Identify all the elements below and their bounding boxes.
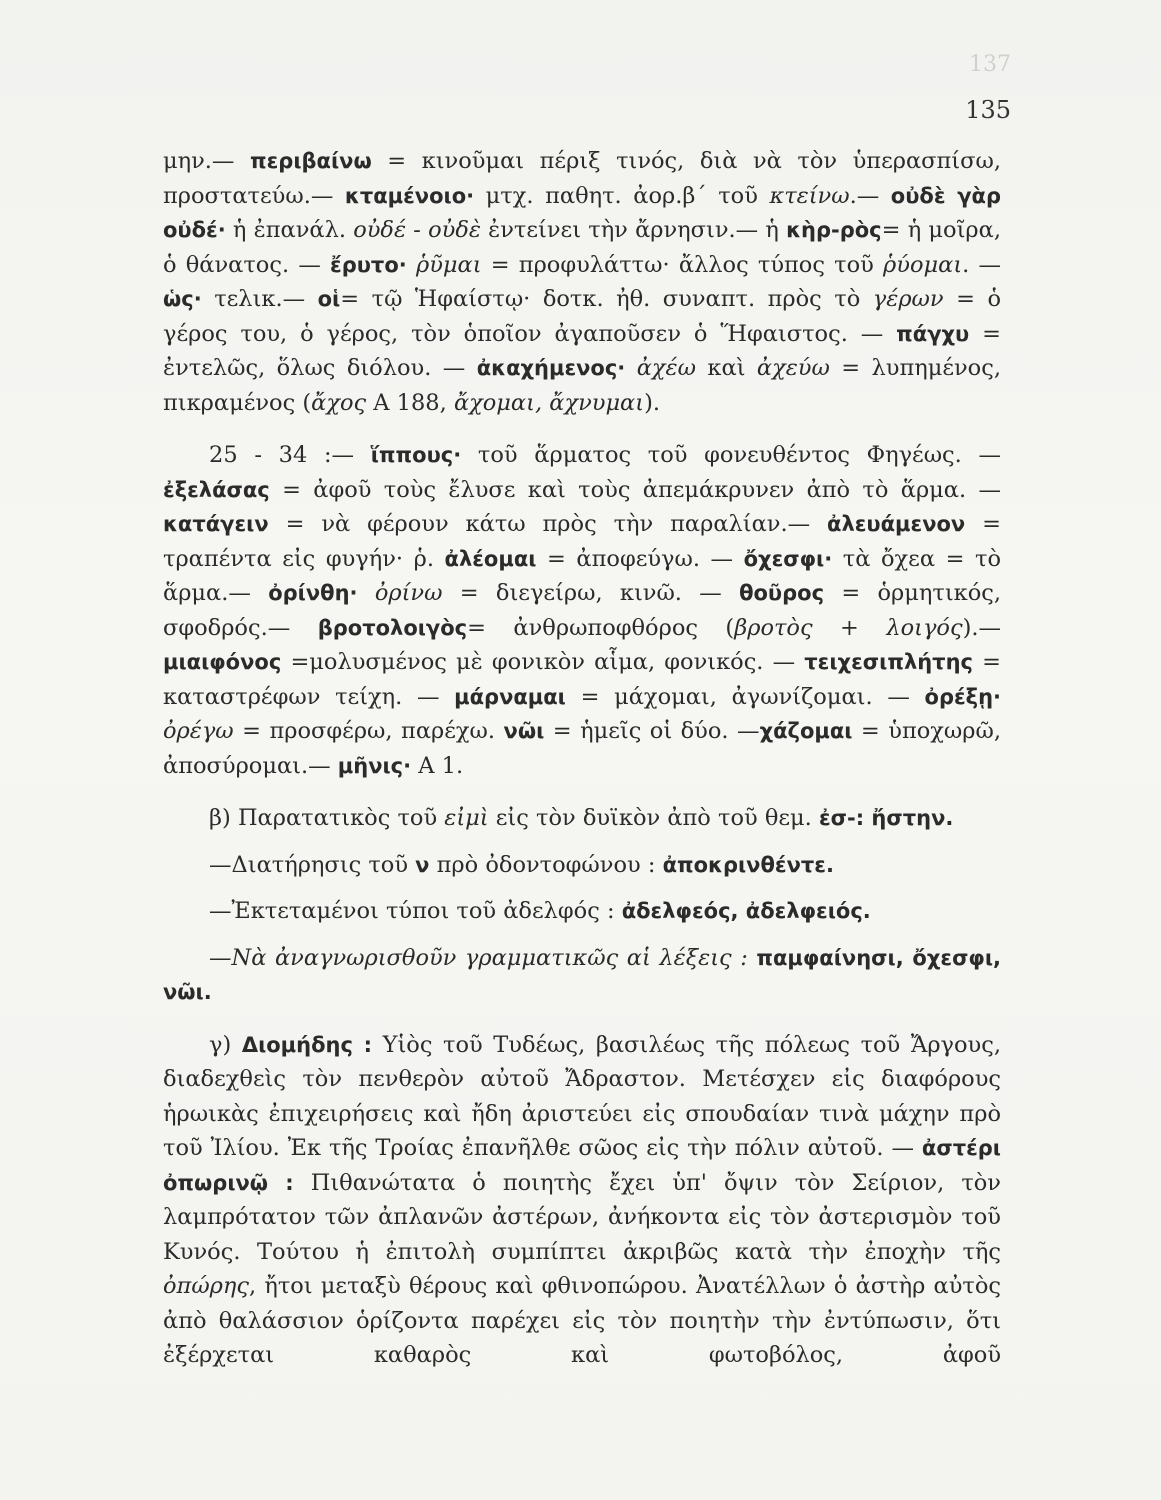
text: = ἀφοῦ τοὺς ἔλυσε καὶ τοὺς ἀπεμάκρυνεν ἀπὸ τὸ ἅρμα. — [269, 476, 1001, 503]
page-text [163, 144, 1001, 1373]
headword: παμφαίνησι, ὄχεσφι, νῶι. [163, 945, 1002, 1004]
italic-term: ἀχεύω [756, 355, 830, 381]
italic-term: ἄχος [311, 389, 367, 416]
text: = μάχομαι, ἀγωνίζομαι. — [565, 683, 925, 710]
text: = ὁ γέρος του, ὁ γέρος, τὸν ὁποῖον ἀγαποῦσεν ὁ Ἥφαιστος. — [163, 286, 1002, 347]
headword: κὴρ-ρὸς [786, 218, 882, 242]
text: β) Παρατατικὸς τοῦ [209, 805, 445, 831]
text: εἰς τὸν δυϊκὸν ἀπὸ τοῦ θεμ. [488, 805, 819, 831]
text: ).— [962, 614, 1002, 641]
italic-term: κτείνω [769, 182, 850, 209]
italic-term: ῥῦμαι [415, 251, 482, 278]
text: = ἀποφεύγω. — [536, 545, 744, 572]
paragraph-grammar-note-1 [163, 848, 1001, 883]
italic-term: ὀρίνω [374, 580, 443, 606]
italic-term: οὐδέ - οὐδὲ [353, 217, 481, 243]
text: = διεγείρω, κινῶ. — [442, 580, 740, 606]
text: —Ἐκτεταμένοι τύποι τοῦ ἀδελφός : [209, 898, 622, 924]
headword: ἀλέομαι [444, 546, 537, 571]
text: Πιθανώτατα ὁ ποιητὴς ἔχει ὑπ' ὄψιν τὸν Σείριον, τὸν λαμπρότατον τῶν ἀπλανῶν ἀστέρων, ἀνήκοντα εἰς τὸν ἀστερισμὸν τοῦ Κυνός. Τούτου ἡ ἐπιτολὴ συμπίπτει ἀκριβῶς κατὰ τὴν ἐποχὴν τῆς [163, 1169, 1001, 1265]
headword: πάγχυ [896, 321, 970, 346]
headword: μιαιφόνος [163, 650, 282, 674]
headword: ἀποκρινθέντε. [662, 852, 834, 877]
text: = ὑποχωρῶ, ἀποσύρομαι.— [163, 718, 1001, 779]
headword: ἐσ-: ἤστην. [818, 806, 954, 830]
headword: ἀλευάμενον [827, 512, 966, 536]
italic-term: ὀρέγω [163, 718, 234, 744]
text: = ἀνθρωποφθόρος ( [467, 614, 735, 641]
text: = νὰ φέρουν κάτω πρὸς τὴν παραλίαν.— [268, 511, 828, 537]
text: , ἤτοι μεταξὺ θέρους καὶ φθινοπώρου. Ἀνατέλλων ὁ ἀστὴρ αὐτὸς ἀπὸ θαλάσσιον ὁρίζοντα παρέχει εἰς τὸν ποιητὴν τὴν ἐντύπωσιν, ὅτι ἐξέρχεται καθαρὸς καὶ φωτοβόλος, ἀφοῦ [163, 1273, 1001, 1368]
headword: χάζομαι [759, 719, 853, 743]
text [358, 580, 375, 606]
text: = λυπημένος, πικραμένος ( [163, 355, 1001, 416]
paragraph-commentary-c [163, 1028, 1001, 1373]
text [625, 355, 636, 381]
headword: θοῦρος [739, 581, 825, 605]
italic-term: γέρων [872, 286, 944, 312]
headword: ἐξελάσας [163, 477, 270, 502]
text: καὶ [695, 355, 757, 381]
text: ἐντείνει τὴν ἄρνησιν.— ἡ [480, 217, 787, 243]
headword: κταμένοιο· [344, 183, 475, 208]
italic-term: βροτὸς + λοιγός [734, 614, 963, 641]
text: = κινοῦμαι πέριξ τινός, διὰ νὰ τὸν ὑπερασπίσω, προστατεύω.— [163, 148, 1001, 209]
text: —Διατήρησις τοῦ [209, 851, 416, 878]
headword: μῆνις· [337, 753, 412, 778]
text: ). [644, 389, 661, 416]
headword: περιβαίνω [249, 149, 372, 173]
headword: οὐδὲ γὰρ οὐδέ· [163, 183, 1001, 242]
text: = ἡ μοῖρα, ὁ θάνατος. — [163, 217, 1001, 278]
headword: μάρναμαι [454, 684, 566, 709]
headword: ὡς· [163, 287, 202, 311]
page-number: 135 [965, 96, 1011, 124]
headword: ὄχεσφι· [743, 546, 833, 571]
text: τελικ.— [201, 286, 318, 312]
headword: ὀρίνθη· [268, 581, 358, 605]
text: = τῷ Ἡφαίστῳ· δοτκ. ἠθ. συναπτ. πρὸς τὸ [340, 286, 873, 312]
headword: ν [415, 852, 430, 877]
italic-term: ἀχέω [636, 355, 696, 381]
headword: οἱ [317, 287, 341, 311]
text: = ὁρμητικός, σφοδρός.— [163, 580, 1002, 641]
text: = τραπέντα εἰς φυγήν· ῥ. [163, 511, 1001, 572]
text: 25 - 34 :— [209, 442, 371, 468]
italic-term: εἰμὶ [444, 805, 489, 831]
text: Α 188, [366, 389, 454, 416]
italic-term: ῥύομαι [883, 251, 963, 278]
headword: ἵππους· [370, 443, 462, 467]
text: .— [849, 182, 891, 209]
italic-instruction: —Νὰ ἀναγνωρισθοῦν γραμματικῶς αἱ λέξεις : [209, 944, 748, 971]
text: = καταστρέφων τείχη. — [163, 649, 1001, 710]
text: μτχ. παθητ. ἀορ.β΄ τοῦ [474, 182, 770, 209]
text: = ἐντελῶς, ὅλως διόλου. — [163, 320, 1001, 381]
headword: κατάγειν [163, 512, 269, 536]
headword: ἔρυτο· [330, 252, 407, 277]
text: μην.— [163, 148, 250, 174]
text: γ) [209, 1031, 242, 1058]
headword: ἀκαχήμενος· [476, 356, 626, 380]
headword: βροτολοιγὸς [317, 615, 468, 640]
text: =μολυσμένος μὲ φονικὸν αἷμα, φονικός. — [281, 649, 805, 675]
text [407, 252, 416, 278]
paragraph-grammar-b [163, 801, 1001, 836]
paragraph-exercise [163, 941, 1001, 1010]
bleed-through-page-number: 137 [969, 52, 1011, 77]
text: . — [962, 251, 1001, 278]
paragraph-grammar-note-2 [163, 894, 1001, 929]
text: = προσφέρω, παρέχω. [233, 718, 504, 744]
headword: Διομήδης : [241, 1032, 373, 1057]
headword: ὀρέξῃ· [924, 684, 1001, 709]
paragraph-glossary-1 [163, 144, 1001, 420]
italic-term: ἄχομαι, ἄχνυμαι [453, 389, 645, 416]
text: τὰ ὄχεα = τὸ ἅρμα.— [163, 545, 1001, 606]
text: Α 1. [411, 752, 464, 779]
headword: τειχεσιπλήτης [804, 650, 973, 674]
headword: ἀστέρι ὀπωρινῷ : [163, 1136, 1001, 1195]
text: Υἱὸς τοῦ Τυδέως, βασιλέως τῆς πόλεως τοῦ Ἄργους, διαδεχθεὶς τὸν πενθερὸν αὐτοῦ Ἄδραστον. Μετέσχεν εἰς διαφόρους ἡρωικὰς ἐπιχειρήσεις καὶ ἤδη ἀριστεύει εἰς σπουδαίαν τινὰ μάχην πρὸ τοῦ Ἰλίου. Ἐκ τῆς Τροίας ἐπανῆλθε σῶος εἰς τὴν πόλιν αὐτοῦ. — [163, 1031, 1001, 1161]
text: ἡ ἐπανάλ. [225, 217, 354, 243]
text: τοῦ ἅρματος τοῦ φονευθέντος Φηγέως. — [461, 442, 1001, 468]
text: = προφυλάττω· ἄλλος τύπος τοῦ [481, 251, 884, 278]
paragraph-glossary-2 [163, 438, 1001, 783]
text: πρὸ ὀδοντοφώνου : [429, 851, 663, 878]
headword: νῶι [503, 719, 545, 743]
headword: ἀδελφεός, ἀδελφειός. [621, 899, 871, 923]
italic-term: ὀπώρης [163, 1273, 249, 1299]
text: = ἡμεῖς οἱ δύο. — [544, 718, 760, 744]
